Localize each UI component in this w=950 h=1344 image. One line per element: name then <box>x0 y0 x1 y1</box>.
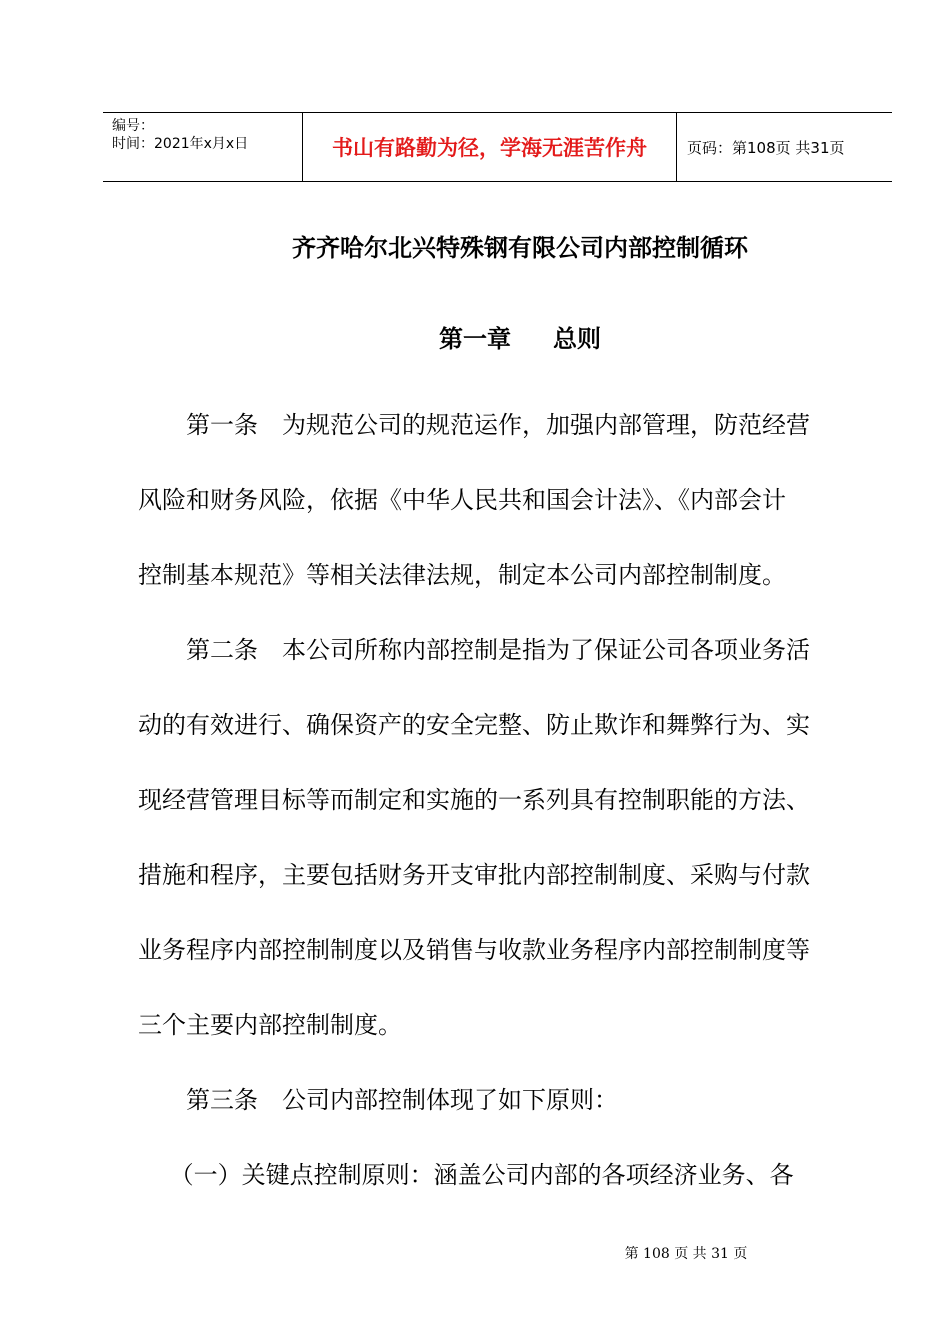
chapter-heading <box>0 319 950 354</box>
page-header <box>103 112 892 182</box>
body-line: 措施和程序，主要包括财务开支审批内部控制制度、采购与付款 <box>138 861 810 889</box>
header-motto-cell <box>303 113 677 181</box>
page-footer: 第 108 页 共 31 页 <box>624 1246 748 1262</box>
chapter-number: 第一章 <box>439 325 511 353</box>
body-line: 第一条 为规范公司的规范运作，加强内部管理，防范经营 <box>138 411 810 439</box>
time-label: 时间：2021年x月x日 <box>112 136 249 152</box>
page-info: 页码：第108页 共31页 <box>687 138 845 157</box>
number-label: 编号： <box>112 118 154 134</box>
body-line: 现经营管理目标等而制定和实施的一系列具有控制职能的方法、 <box>138 786 810 814</box>
body-line: 动的有效进行、确保资产的安全完整、防止欺诈和舞弊行为、实 <box>138 711 810 739</box>
body-line: 第三条 公司内部控制体现了如下原则： <box>138 1086 618 1114</box>
body-line: 业务程序内部控制制度以及销售与收款业务程序内部控制制度等 <box>138 936 810 964</box>
body-line: 第二条 本公司所称内部控制是指为了保证公司各项业务活 <box>138 636 810 664</box>
body-line: 三个主要内部控制制度。 <box>138 1011 402 1039</box>
body-line: （一）关键点控制原则：涵盖公司内部的各项经济业务、各 <box>138 1161 794 1189</box>
body-line: 控制基本规范》等相关法律法规，制定本公司内部控制制度。 <box>138 561 786 589</box>
chapter-name: 总则 <box>553 325 601 353</box>
motto-text: 书山有路勤为径，学海无涯苦作舟 <box>332 136 647 160</box>
header-meta-cell <box>103 113 303 181</box>
body-line: 风险和财务风险，依据《中华人民共和国会计法》、《内部会计 <box>138 486 786 514</box>
document-title: 齐齐哈尔北兴特殊钢有限公司内部控制循环 <box>292 234 748 262</box>
header-page-cell <box>677 113 892 181</box>
